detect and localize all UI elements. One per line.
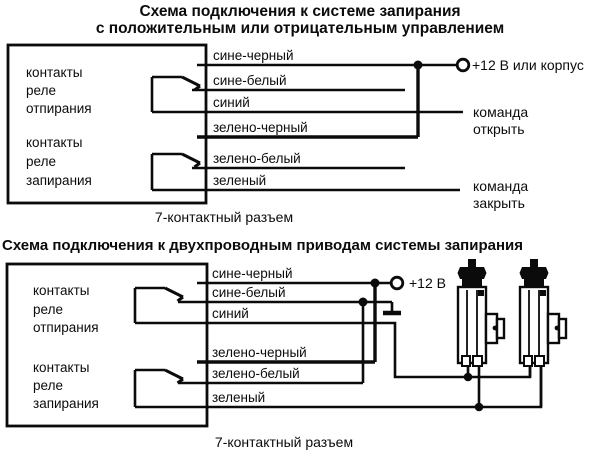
actuator-icon xyxy=(458,259,505,407)
bottom-connector-label: 7-контактный разъем xyxy=(214,434,354,450)
top-lock-relay-label-2: реле xyxy=(26,154,56,169)
terminal-circle-icon xyxy=(457,59,469,71)
bottom-lock-relay-label-2: реле xyxy=(33,378,63,393)
terminal-circle-icon xyxy=(391,277,403,289)
wire-label: зелено-черный xyxy=(212,345,307,360)
power-label: +12 В или корпус xyxy=(472,57,584,73)
wire-label: синий xyxy=(212,306,249,321)
bottom-lock-relay-label-3: запирания xyxy=(33,396,99,411)
cmd-close-label-2: закрыть xyxy=(473,195,525,211)
wire-label: сине-черный xyxy=(213,48,294,63)
wire-label: сине-белый xyxy=(213,73,287,88)
bottom-title: Схема подключения к двухпроводным приводам системы запирания xyxy=(2,237,524,254)
wire-label: сине-черный xyxy=(212,266,293,281)
ground-icon xyxy=(383,302,401,313)
power-label: +12 В xyxy=(409,275,446,291)
top-lock-relay-label-1: контакты xyxy=(26,135,83,150)
top-unlock-relay-label-2: реле xyxy=(26,83,56,98)
cmd-open-label-2: открыть xyxy=(473,121,525,137)
top-connector-label: 7-контактный разъем xyxy=(154,209,294,225)
top-unlock-relay-label-1: контакты xyxy=(26,65,83,80)
wire-label: зелено-белый xyxy=(213,151,301,166)
bottom-unlock-relay-label-1: контакты xyxy=(33,283,90,298)
cmd-close-label-1: команда xyxy=(473,178,529,194)
junction-dot xyxy=(359,298,368,307)
wire-label: зеленый xyxy=(212,390,266,405)
wire-label: зеленый xyxy=(213,173,267,188)
wire-label: зелено-черный xyxy=(213,120,308,135)
top-title-line2: с положительным или отрицательным управлением xyxy=(95,20,505,37)
top-lock-relay-label-3: запирания xyxy=(26,173,92,188)
wire-label: сине-белый xyxy=(212,285,286,300)
wire-label: зелено-белый xyxy=(212,366,300,381)
actuator-icon xyxy=(520,259,567,407)
cmd-open-label-1: команда xyxy=(473,104,529,120)
bottom-lock-relay-label-1: контакты xyxy=(33,360,90,375)
wire-label: синий xyxy=(213,95,250,110)
junction-dot xyxy=(371,279,380,288)
bottom-unlock-relay-label-2: реле xyxy=(33,302,63,317)
top-title-line1: Схема подключения к системе запирания xyxy=(139,3,461,20)
junction-dot xyxy=(414,61,423,70)
top-unlock-relay-label-3: отпирания xyxy=(26,101,92,116)
bottom-unlock-relay-label-3: отпирания xyxy=(33,320,99,335)
